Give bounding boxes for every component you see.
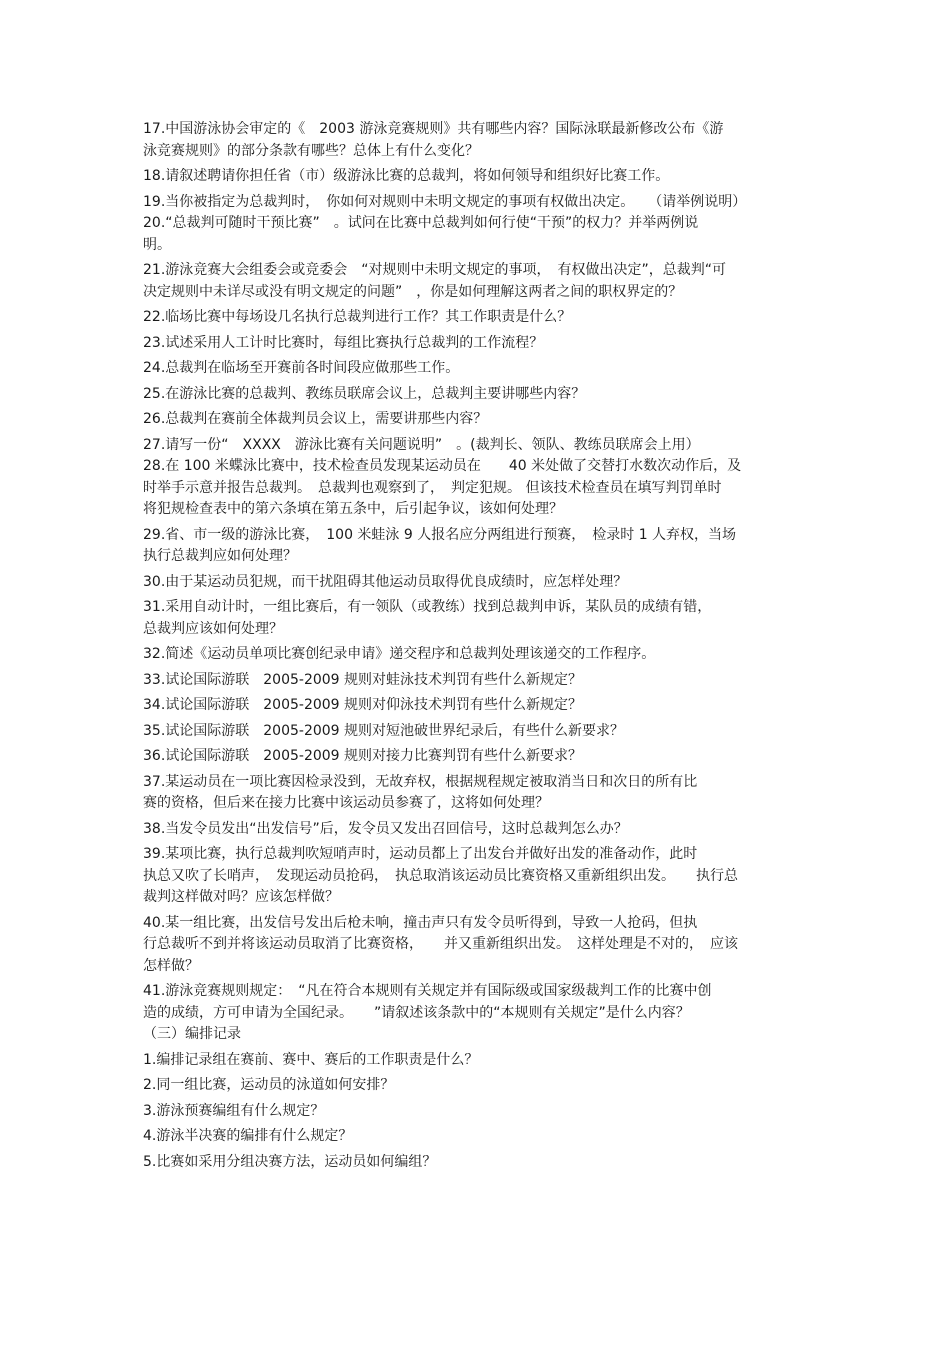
text-line: 泳竞赛规则》的部分条款有哪些？总体上有什么变化？ [143,142,479,159]
text-line: 33.试论国际游联 2005-2009 规则对蛙泳技术判罚有些什么新规定？ [143,671,583,688]
question-paragraph [143,721,808,743]
text-line: 25.在游泳比赛的总裁判、教练员联席会议上，总裁判主要讲哪些内容？ [143,385,586,402]
text-line: 22.临场比赛中每场设几名执行总裁判进行工作？其工作职责是什么？ [143,309,572,325]
text-line: 20.“总裁判可随时干预比赛” 。试问在比赛中总裁判如何行使“干预”的权力？并举两例说 [143,215,699,231]
text-line: 19.当你被指定为总裁判时， 你如何对规则中未明文规定的事项有权做出决定。 （请举例说明） [143,193,747,210]
question-paragraph [143,819,808,841]
text-line: 35.试论国际游联 2005-2009 规则对短池破世界纪录后，有些什么新要求？ [143,722,625,739]
text-line: 将犯规检查表中的第六条填在第五条中，后引起争议，该如何处理？ [143,501,563,517]
text-line: 31.采用自动计时，一组比赛后，有一领队（或教练）找到总裁判申诉，某队员的成绩有错， [143,599,712,615]
text-line: 怎样做？ [143,957,199,974]
text-line: 行总裁听不到并将该运动员取消了比赛资格， 并又重新组织出发。 这样处理是不对的， 应该 [143,936,738,952]
question-paragraph [143,358,808,380]
question-paragraph [143,670,808,692]
question-paragraph [143,572,808,594]
question-paragraph [143,435,808,521]
question-paragraph [143,695,808,717]
text-line: 执总又吹了长哨声， 发现运动员抢码， 执总取消该运动员比赛资格又重新组织出发。 执行总 [143,867,738,884]
question-paragraph [143,1075,808,1097]
text-line: 40.某一组比赛，出发信号发出后枪未响，撞击声只有发令员听得到，导致一人抢码，但执 [143,914,698,931]
text-line: 造的成绩，方可申请为全国纪录。 ”请叙述该条款中的“本规则有关规定”是什么内容？ [143,1004,690,1021]
question-paragraph [143,1152,808,1174]
text-line: 37.某运动员在一项比赛因检录没到，无故弃权，根据规程规定被取消当日和次日的所有比 [143,773,698,790]
text-line: 24.总裁判在临场至开赛前各时间段应做那些工作。 [143,360,460,376]
document-body [143,119,808,1177]
text-line: 3.游泳预赛编组有什么规定？ [143,1102,325,1119]
question-paragraph [143,644,808,666]
text-line: 39.某项比赛，执行总裁判吹短哨声时，运动员都上了出发台并做好出发的准备动作，此时 [143,846,698,862]
question-paragraph [143,772,808,815]
text-line: 41.游泳竞赛规则规定： “凡在符合本规则有关规定并有国际级或国家级裁判工作的比赛中创 [143,983,712,999]
text-line: 26.总裁判在赛前全体裁判员会议上，需要讲那些内容？ [143,411,488,427]
question-paragraph [143,409,808,431]
text-line: 38.当发令员发出“出发信号”后，发令员又发出召回信号，这时总裁判怎么办？ [143,820,628,837]
question-paragraph [143,333,808,355]
text-line: 执行总裁判应如何处理？ [143,548,297,564]
text-line: 34.试论国际游联 2005-2009 规则对仰泳技术判罚有些什么新规定？ [143,697,583,713]
question-paragraph [143,525,808,568]
text-line: 2.同一组比赛，运动员的泳道如何安排？ [143,1077,395,1093]
question-paragraph [143,597,808,640]
text-line: 27.请写一份“ XXXX 游泳比赛有关问题说明” 。(裁判长、领队、教练员联席会上用） [143,436,700,453]
question-paragraph [143,981,808,1046]
question-paragraph [143,1050,808,1072]
text-line: 30.由于某运动员犯规，而干扰阻碍其他运动员取得优良成绩时，应怎样处理？ [143,573,628,590]
text-line: 32.简述《运动员单项比赛创纪录申请》递交程序和总裁判处理该递交的工作程序。 [143,646,656,662]
text-line: 总裁判应该如何处理？ [143,620,283,637]
text-line: 赛的资格，但后来在接力比赛中该运动员参赛了，这将如何处理？ [143,795,549,811]
text-line: 决定规则中未详尽或没有明文规定的问题” ，你是如何理解这两者之间的职权界定的？ [143,283,683,300]
text-line: 36.试论国际游联 2005-2009 规则对接力比赛判罚有些什么新要求？ [143,748,583,764]
text-line: 21.游泳竞赛大会组委会或竞委会 “对规则中未明文规定的事项， 有权做出决定”，总裁判“可 [143,262,727,278]
text-line: 4.游泳半决赛的编排有什么规定？ [143,1128,353,1144]
question-paragraph [143,384,808,406]
question-paragraph [143,1126,808,1148]
text-line: 裁判这样做对吗？应该怎样做？ [143,889,339,905]
question-paragraph [143,307,808,329]
text-line: （三）编排记录 [143,1026,241,1042]
question-paragraph [143,260,808,303]
text-line: 29.省、市一级的游泳比赛， 100 米蛙泳 9 人报名应分两组进行预赛， 检录时 1 人弃权，当场 [143,526,737,543]
text-line: 23.试述采用人工计时比赛时，每组比赛执行总裁判的工作流程？ [143,334,544,351]
question-paragraph [143,844,808,909]
question-paragraph [143,913,808,978]
question-paragraph [143,192,808,257]
question-paragraph [143,1101,808,1123]
text-line: 时举手示意并报告总裁判。 总裁判也观察到了， 判定犯规。 但该技术检查员在填写判罚单时 [143,479,722,496]
text-line: 28.在 100 米蝶泳比赛中，技术检查员发现某运动员在 40 米处做了交替打水数次动作后，及 [143,458,742,474]
text-line: 明。 [143,236,171,253]
text-line: 18.请叙述聘请你担任省（市）级游泳比赛的总裁判，将如何领导和组织好比赛工作。 [143,168,670,184]
question-paragraph [143,119,808,162]
text-line: 5.比赛如采用分组决赛方法，运动员如何编组？ [143,1153,437,1170]
text-line: 17.中国游泳协会审定的《 2003 游泳竞赛规则》共有哪些内容？国际泳联最新修改公布《游 [143,121,724,137]
text-line: 1.编排记录组在赛前、赛中、赛后的工作职责是什么？ [143,1051,479,1068]
question-paragraph [143,166,808,188]
question-paragraph [143,746,808,768]
